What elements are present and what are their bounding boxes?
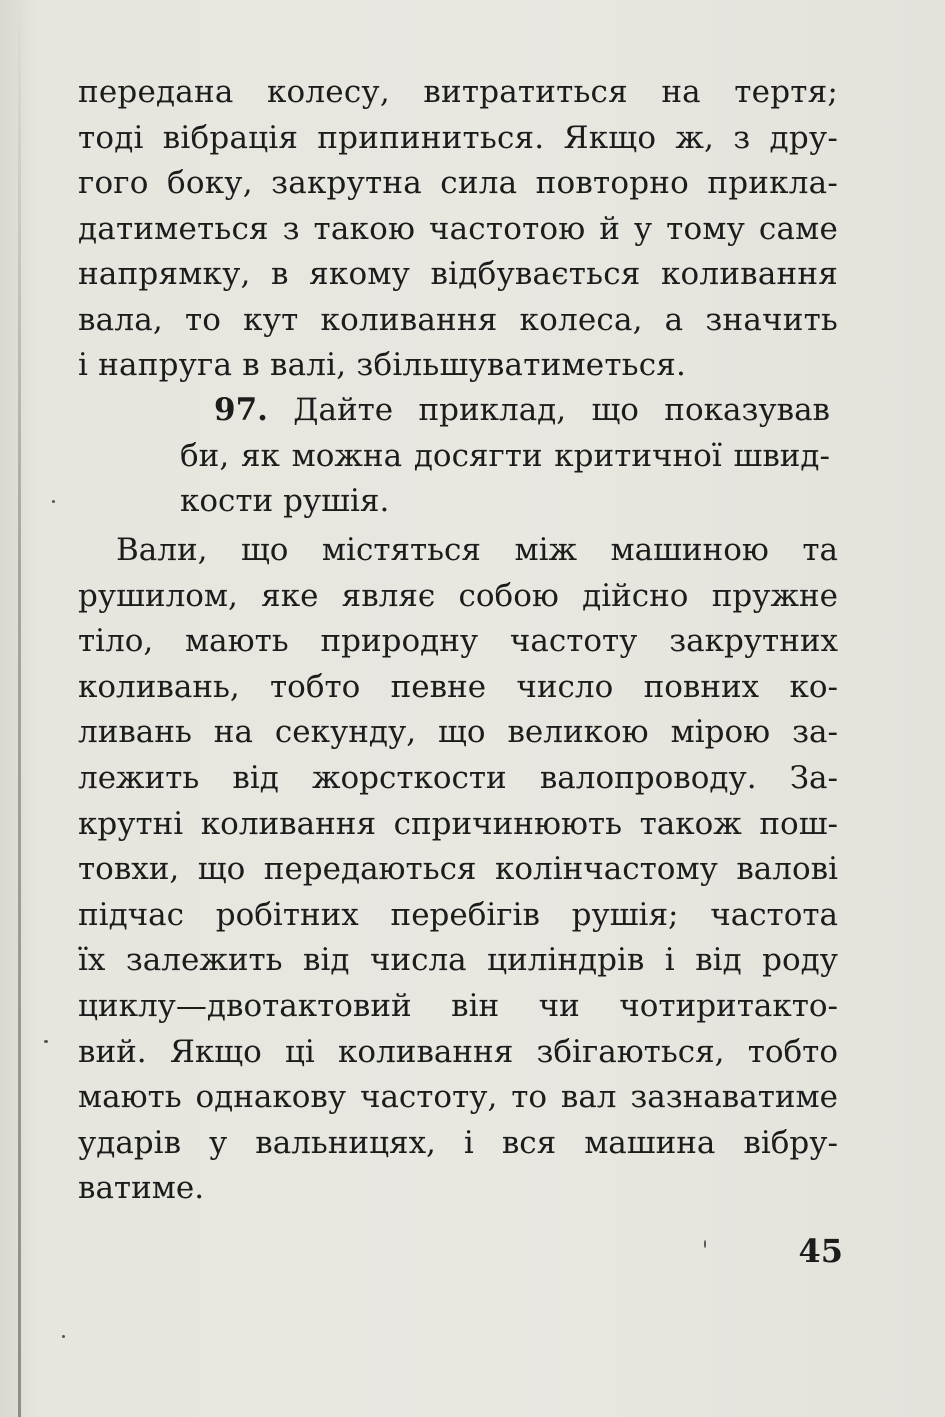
text-line: циклу—двотактовий він чи чотиритакто- bbox=[78, 987, 838, 1024]
text-line: ливань на секунду, що великою мірою за- bbox=[78, 714, 838, 751]
text-line: датиметься з такою частотою й у тому саме bbox=[78, 210, 838, 247]
question-97 bbox=[180, 388, 830, 525]
text-line: лежить від жорсткости валопроводу. За- bbox=[78, 759, 838, 796]
question-first-line bbox=[214, 388, 830, 434]
text-line: передана колесу, витратиться на тертя; bbox=[78, 74, 838, 110]
text-line: крутні коливання спричинюють також пош- bbox=[78, 805, 838, 842]
text-line: тоді вібрація припиниться. Якщо ж, з дру- bbox=[78, 119, 838, 156]
text-line: вий. Якщо ці коливання збігаються, тобто bbox=[78, 1033, 838, 1070]
text-line: їх залежить від числа циліндрів і від роду bbox=[78, 942, 838, 979]
text-line: ударів у вальницях, і вся машина вібру- bbox=[78, 1124, 838, 1161]
text-line: тіло, мають природну частоту закрутних bbox=[78, 623, 838, 660]
question-number: 97. bbox=[214, 392, 268, 428]
answer-paragraph bbox=[78, 528, 838, 1212]
page-number: 45 bbox=[798, 1232, 843, 1270]
paper-speck bbox=[62, 1335, 65, 1338]
text-line: напрямку, в якому відбувається коливання bbox=[78, 256, 838, 292]
text-line: підчас робітних перебігів рушія; частота bbox=[78, 896, 838, 933]
text-line: товхи, що передаються колінчастому валові bbox=[78, 851, 838, 888]
paper-speck bbox=[52, 500, 55, 503]
page-gutter-edge bbox=[18, 0, 21, 1417]
text-line: і напруга в валі, збільшуватиметься. bbox=[78, 347, 687, 383]
question-line: би, як можна досягти критичної швид- bbox=[180, 437, 830, 474]
text-line: гого боку, закрутна сила повторно прикла- bbox=[78, 165, 838, 201]
text-line: мають однакову частоту, то вал зазнаватиме bbox=[78, 1079, 838, 1116]
text-line: коливань, тобто певне число повних ко- bbox=[78, 668, 838, 705]
question-text: Дайте приклад, що показував bbox=[293, 392, 830, 428]
text-line: Вали, що містяться між машиною та bbox=[116, 532, 838, 568]
question-line: кости рушія. bbox=[180, 483, 390, 519]
paragraph-continuation bbox=[78, 70, 838, 389]
paper-speck bbox=[704, 1240, 706, 1248]
paper-speck bbox=[44, 1040, 48, 1043]
text-line: ватиме. bbox=[78, 1170, 205, 1207]
text-line: рушилом, яке являє собою дійсно пружне bbox=[78, 577, 838, 614]
text-line: вала, то кут коливання колеса, а значить bbox=[78, 301, 838, 338]
